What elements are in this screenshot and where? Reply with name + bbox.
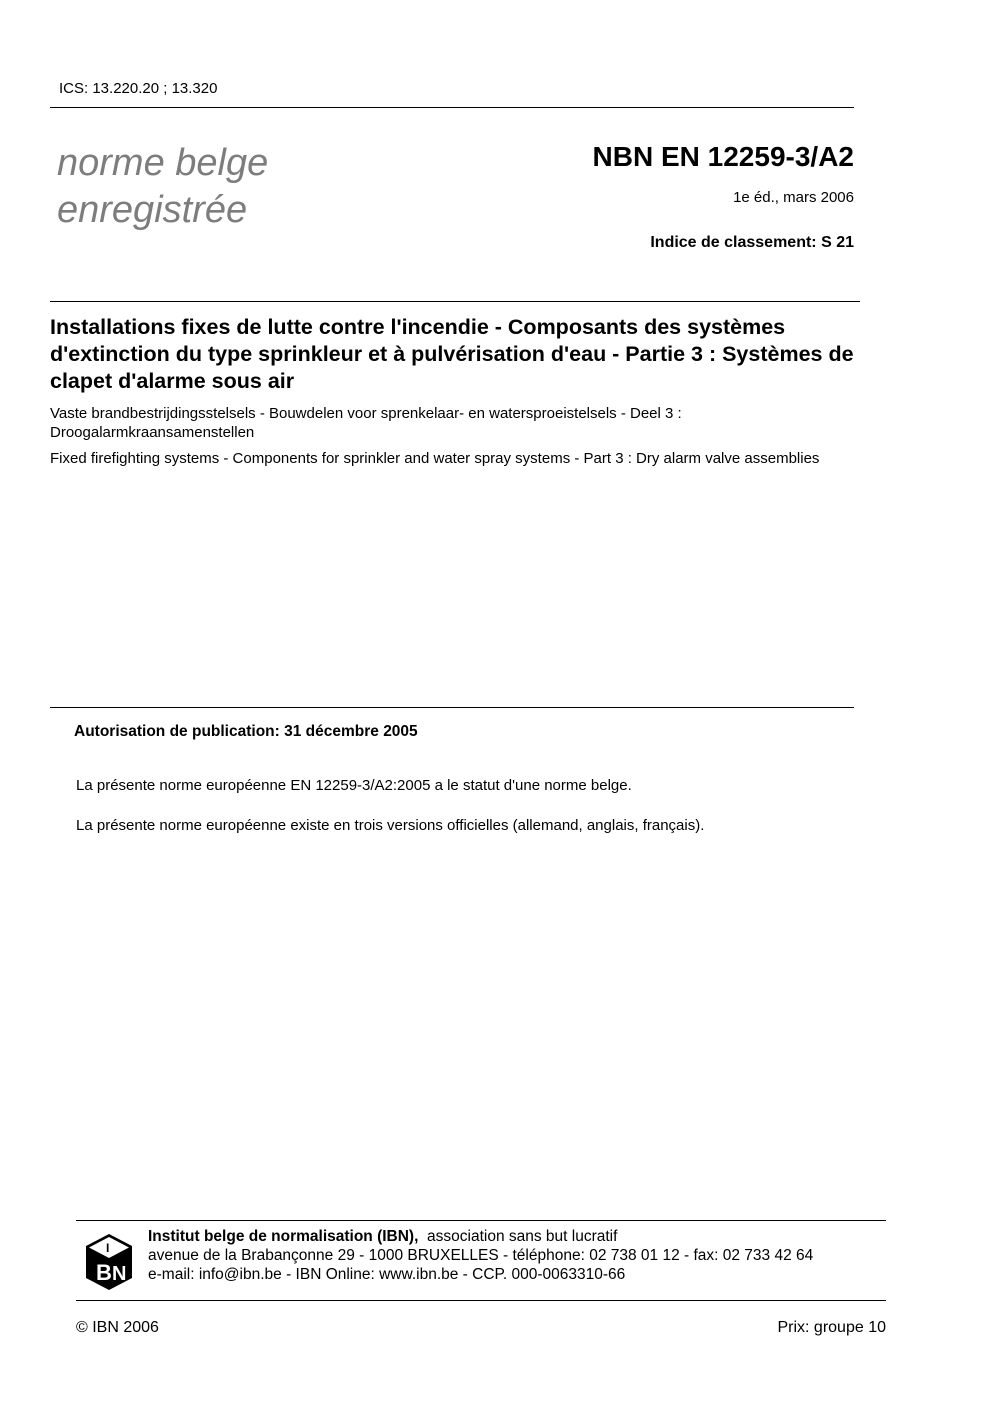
institute-address: avenue de la Brabançonne 29 - 1000 BRUXELLES - téléphone: 02 738 01 12 - fax: 02 733 42 64 xyxy=(148,1247,814,1264)
footer-bottom-divider xyxy=(76,1300,886,1301)
svg-text:B: B xyxy=(96,1260,112,1285)
publication-authorization: Autorisation de publication: 31 décembre 2005 xyxy=(74,723,418,740)
institute-name: Institut belge de normalisation (IBN), xyxy=(148,1228,419,1245)
svg-text:I: I xyxy=(106,1241,110,1255)
brand-label xyxy=(57,140,268,234)
edition-info: 1e éd., mars 2006 xyxy=(733,189,854,206)
standard-number: NBN EN 12259-3/A2 xyxy=(592,141,854,172)
publication-divider xyxy=(50,707,854,708)
title-english: Fixed firefighting systems - Components for sprinkler and water spray systems - Part 3 : Dry alarm valve assemblies xyxy=(50,450,820,467)
institute-info xyxy=(148,1227,813,1284)
ibn-logo-icon xyxy=(84,1232,134,1292)
versions-note: La présente norme européenne existe en trois versions officielles (allemand, anglais, français). xyxy=(76,817,705,834)
footer-top-divider xyxy=(76,1220,886,1221)
classification-index: Indice de classement: S 21 xyxy=(650,234,854,251)
title-dutch: Vaste brandbestrijdingsstelsels - Bouwdelen voor sprenkelaar- en watersproeistelsels - Deel 3 : Droogalarmkraansamenstellen xyxy=(50,405,682,441)
institute-type: association sans but lucratif xyxy=(427,1228,618,1245)
copyright: © IBN 2006 xyxy=(76,1319,159,1336)
status-note: La présente norme européenne EN 12259-3/A2:2005 a le statut d'une norme belge. xyxy=(76,777,632,794)
institute-contact: e-mail: info@ibn.be - IBN Online: www.ibn.be - CCP. 000-0063310-66 xyxy=(148,1266,626,1283)
top-divider xyxy=(50,107,854,108)
brand-line-2: enregistrée xyxy=(57,189,248,231)
title-french: Installations fixes de lutte contre l'incendie - Composants des systèmes d'extinction du type sprinkleur et à pulvérisation d'eau - Partie 3 : Systèmes de clapet d'alarme sous air xyxy=(50,315,854,393)
price-group: Prix: groupe 10 xyxy=(777,1319,886,1336)
brand-line-1: norme belge xyxy=(57,142,269,184)
title-divider xyxy=(50,301,860,302)
svg-text:N: N xyxy=(112,1263,127,1285)
ics-code: ICS: 13.220.20 ; 13.320 xyxy=(59,80,218,97)
